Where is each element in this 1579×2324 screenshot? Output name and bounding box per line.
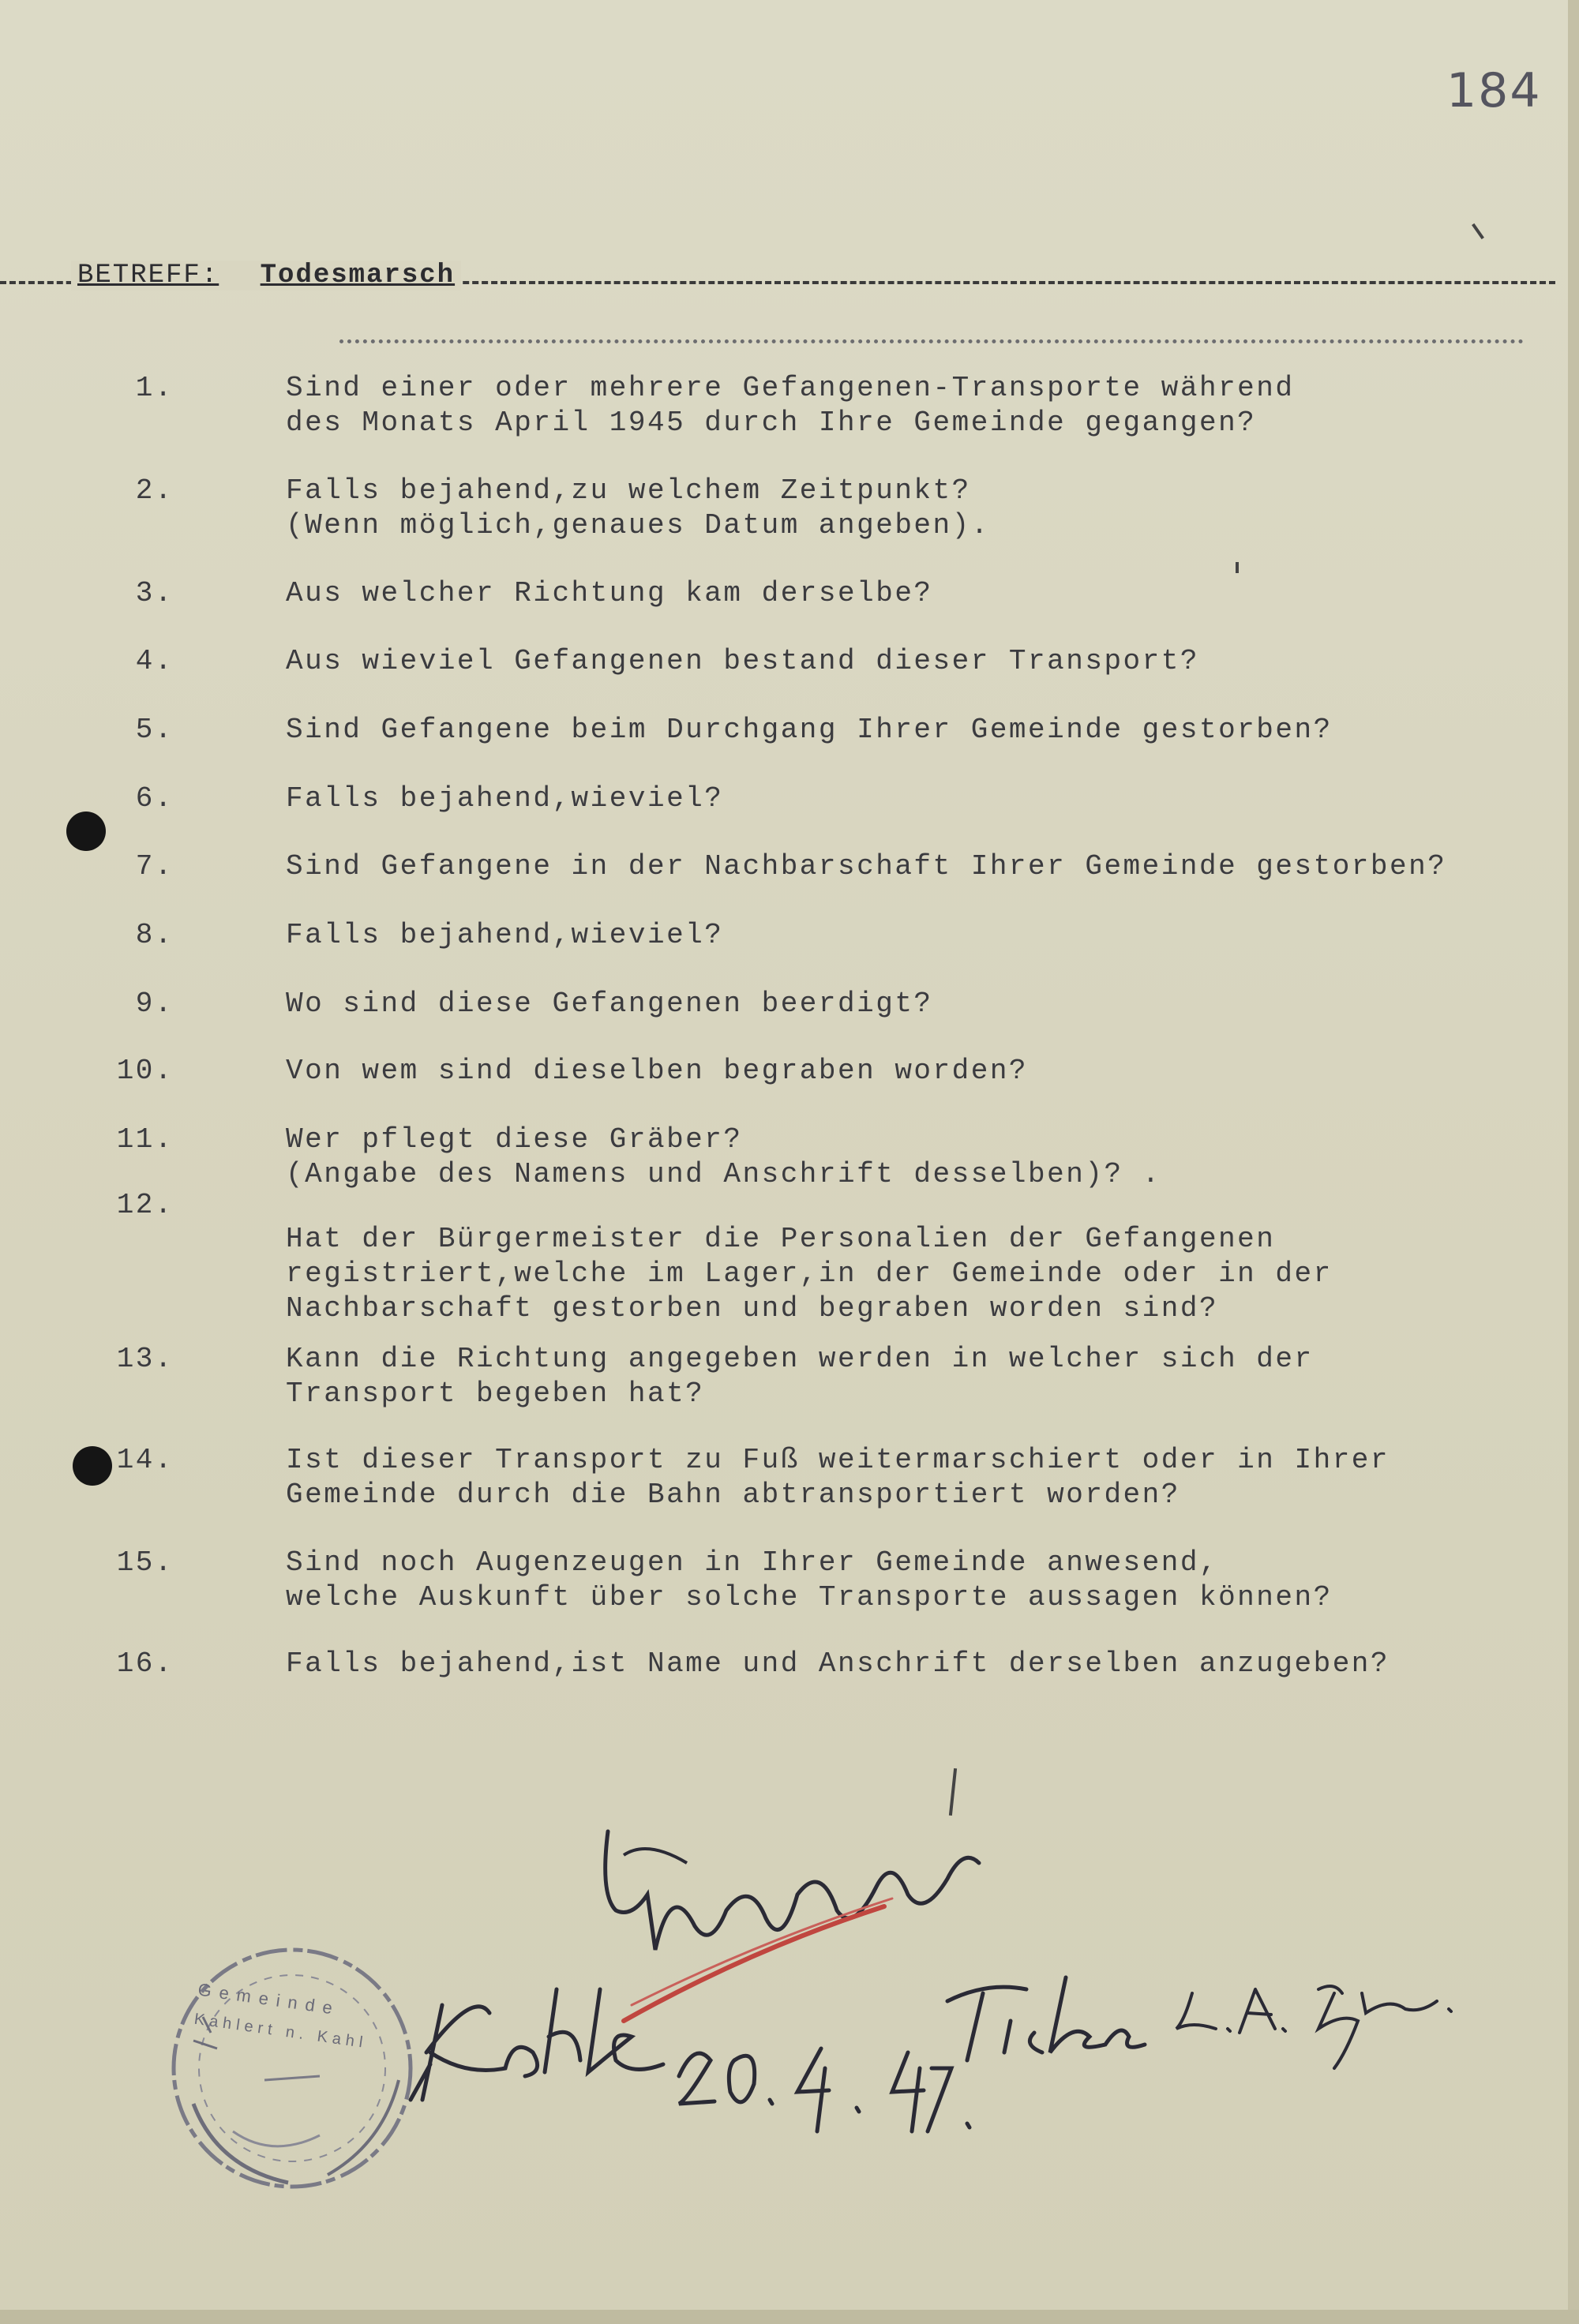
question-number: 14.: [116, 1444, 174, 1476]
question-number: 4.: [135, 645, 174, 677]
question-text: Falls bejahend,zu welchem Zeitpunkt? (Wenn möglich,genaues Datum angeben).: [286, 474, 990, 542]
question-text: Aus wieviel Gefangenen bestand dieser Transport?: [286, 645, 1199, 677]
question-text: Wo sind diese Gefangenen beerdigt?: [286, 988, 933, 1020]
page-number: 184: [1446, 63, 1542, 118]
question-text: Kann die Richtung angegeben werden in welcher sich der Transport begeben hat?: [286, 1343, 1314, 1410]
question-text: Aus welcher Richtung kam derselbe?: [286, 577, 933, 609]
stamp-text-1: Gemeinde: [197, 1979, 342, 2019]
subject-value: Todesmarsch: [260, 261, 456, 290]
question-text: Sind Gefangene beim Durchgang Ihrer Gemeinde gestorben?: [286, 714, 1333, 746]
question-number: 6.: [135, 782, 174, 815]
question-number: 11.: [116, 1123, 174, 1156]
question-text: Falls bejahend,wieviel?: [286, 782, 724, 815]
question-number: 12.: [116, 1189, 174, 1221]
question-number: 3.: [135, 577, 174, 609]
question-text: Wer pflegt diese Gräber? (Angabe des Namens und Anschrift desselben)? .: [286, 1123, 1161, 1190]
question-text: Ist dieser Transport zu Fuß weitermarschiert oder in Ihrer Gemeinde durch die Bahn abtransportiert worden?: [286, 1444, 1390, 1511]
question-text: Sind noch Augenzeugen in Ihrer Gemeinde anwesend, welche Auskunft über solche Transporte aussagen können?: [286, 1546, 1333, 1614]
question-text: Hat der Bürgermeister die Personalien der Gefangenen registriert,welche im Lager,in der Gemeinde oder in der Nachbarschaft gestorben und begraben worden sind?: [286, 1223, 1333, 1325]
question-text: Falls bejahend,ist Name und Anschrift derselben anzugeben?: [286, 1647, 1390, 1680]
question-number: 9.: [135, 988, 174, 1020]
question-text: Sind einer oder mehrere Gefangenen-Transporte während des Monats April 1945 durch Ihre Gemeinde gegangen?: [286, 372, 1295, 439]
question-number: 16.: [116, 1647, 174, 1680]
question-number: 1.: [135, 372, 174, 404]
question-number: 5.: [135, 714, 174, 746]
question-number: 13.: [116, 1343, 174, 1375]
question-number: 8.: [135, 919, 174, 951]
question-text: Falls bejahend,wieviel?: [286, 919, 724, 951]
question-text: Sind Gefangene in der Nachbarschaft Ihrer Gemeinde gestorben?: [286, 850, 1447, 883]
question-number: 15.: [116, 1546, 174, 1579]
question-text: Von wem sind dieselben begraben worden?: [286, 1055, 1029, 1087]
stamp-text-2: Kahlert n. Kahl: [193, 2010, 369, 2052]
question-number: 10.: [116, 1055, 174, 1087]
subject-label: BETREFF:: [77, 261, 219, 290]
question-number: 2.: [135, 474, 174, 507]
question-number: 7.: [135, 850, 174, 883]
